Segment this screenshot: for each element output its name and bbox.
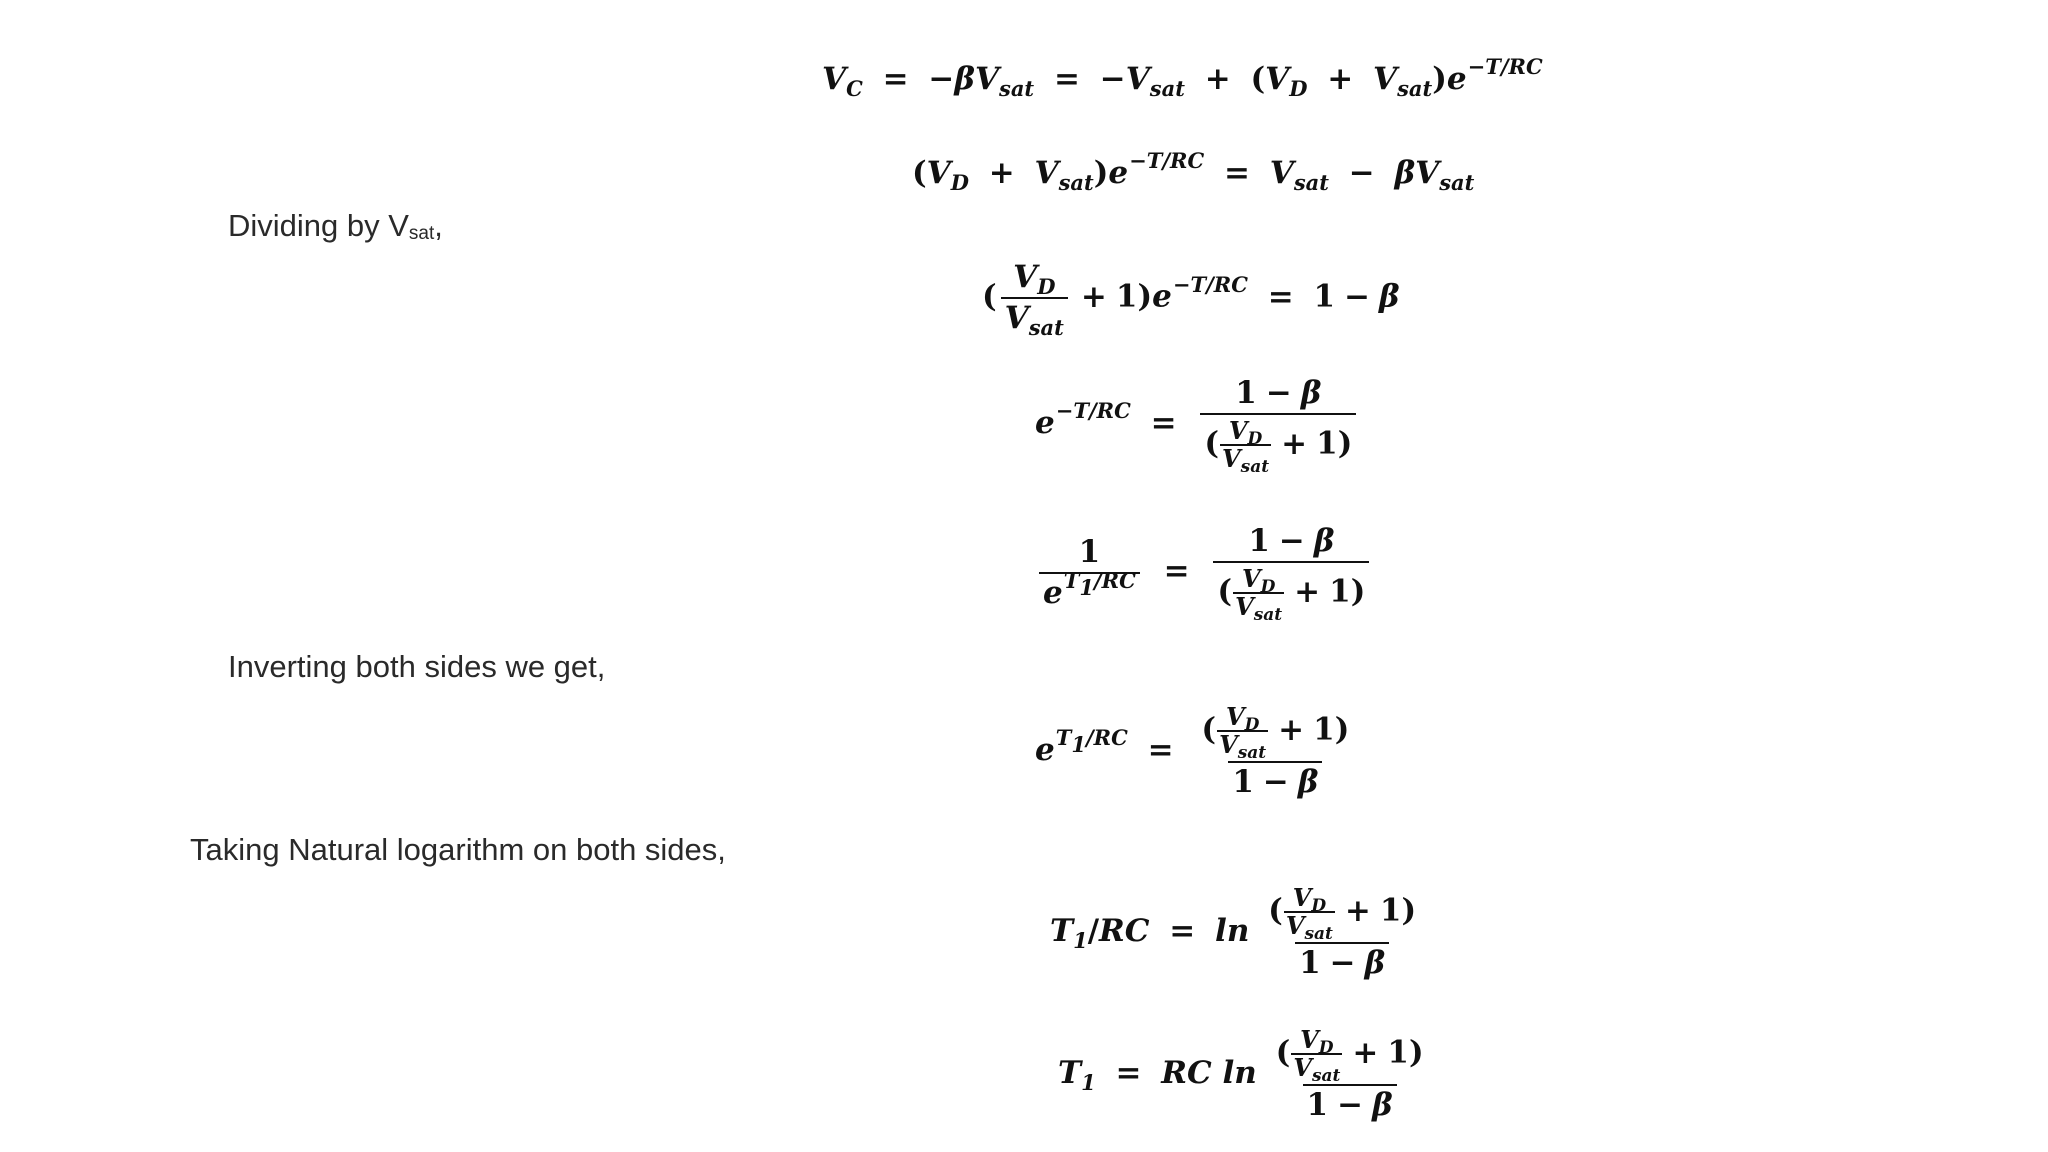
- text-inverting-both-sides: Inverting both sides we get,: [228, 649, 606, 684]
- equation-4: $e^{-T/RC}$ = 1 − β ( $\frac{V_D}{V_{sat}}$ + 1): [1035, 378, 1360, 471]
- equation-2: $(V_D + V_{sat})e^{-T/RC} = V_{sat} - \beta V_{sat}$: [912, 148, 1475, 195]
- equation-1: $V_C = -\beta V_{sat} = -V_{sat} + (V_D + V_{sat})e^{-T/RC}$: [822, 54, 1543, 101]
- equation-7: $T_1/RC = \ln$ ( $\frac{V_D}{V_{sat}}$ + 1) 1 − β: [1050, 883, 1417, 981]
- equation-3: ( $\frac{V_D}{V_{sat}}$ + $1)e^{-T/RC} = 1 - \beta$: [982, 259, 1400, 340]
- fraction-vd-over-vsat: $\frac{V_D}{V_{sat}}$: [1001, 262, 1068, 334]
- text-dividing-by-vsat: Dividing by $V_{sat}$,: [228, 208, 443, 244]
- equation-5: $\frac{1}{e^{T1/RC}}$ = 1 − β ( $\frac{V_D}{V_{sat}}$ + 1): [1035, 526, 1373, 619]
- text-taking-natural-log: Taking Natural logarithm on both sides,: [190, 832, 726, 867]
- equation-6: $e^{T1/RC}$ = ( $\frac{V_D}{V_{sat}}$ + 1) 1 − β: [1035, 702, 1350, 800]
- equation-8: $T_1$ = RC ln ( $\frac{V_D}{V_{sat}}$ + 1) 1 − β: [1058, 1025, 1424, 1123]
